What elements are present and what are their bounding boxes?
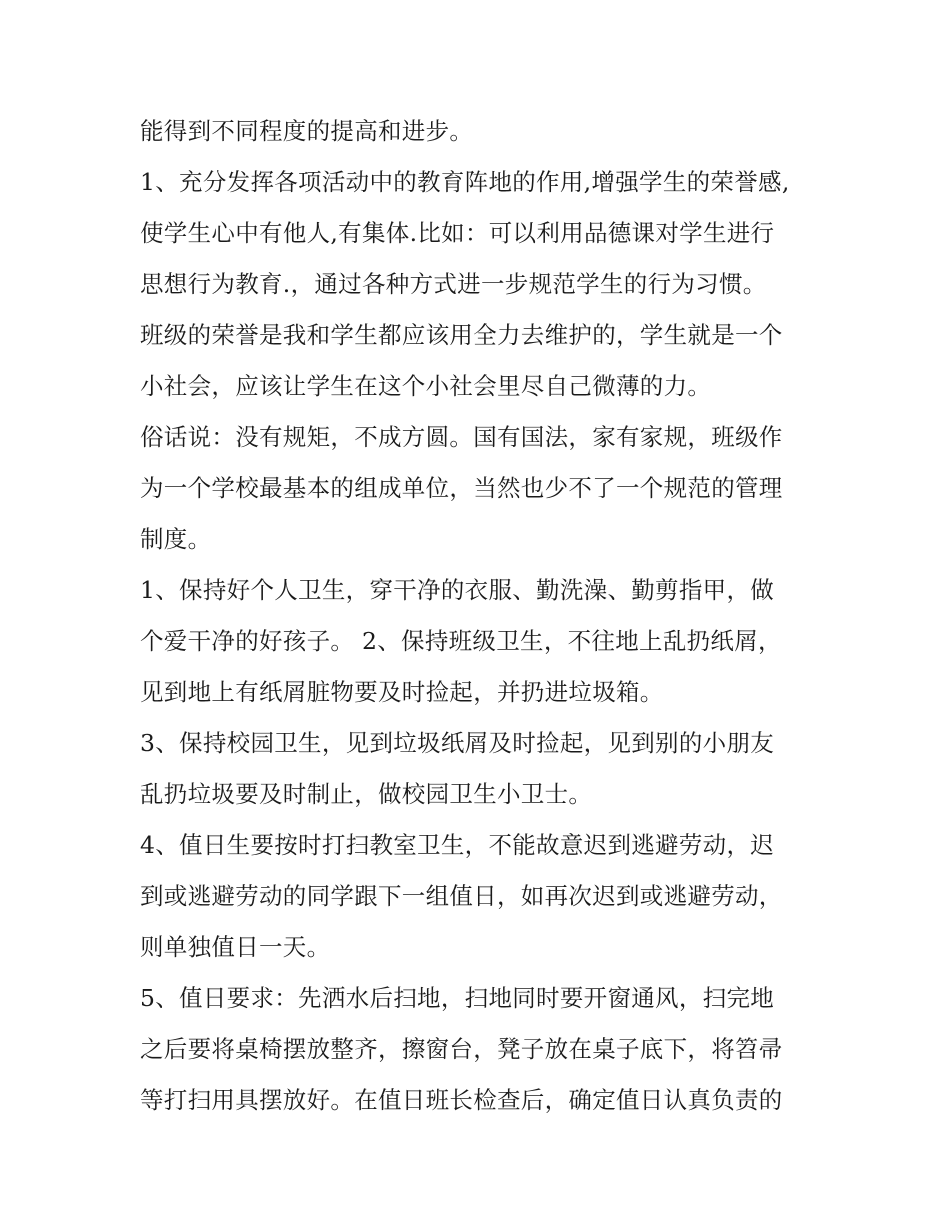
- text-line: 班级的荣誉是我和学生都应该用全力去维护的，学生就是一个: [140, 321, 783, 349]
- text-line: 制度。: [140, 525, 212, 553]
- text-line: 为一个学校最基本的组成单位，当然也少不了一个规范的管理: [140, 474, 783, 502]
- text-line: 能得到不同程度的提高和进步。: [140, 117, 474, 145]
- text-line: 之后要将桌椅摆放整齐，擦窗台，凳子放在桌子底下，将笤帚: [140, 1035, 783, 1063]
- text-line: 俗话说：没有规矩，不成方圆。国有国法，家有家规，班级作: [140, 423, 783, 451]
- text-line: 见到地上有纸屑脏物要及时捡起，并扔进垃圾箱。: [140, 678, 664, 706]
- text-line: 到或逃避劳动的同学跟下一组值日，如再次迟到或逃避劳动，: [140, 882, 783, 910]
- text-line: 小社会，应该让学生在这个小社会里尽自己微薄的力。: [140, 372, 712, 400]
- text-line: 1、充分发挥各项活动中的教育阵地的作用,增强学生的荣誉感,: [140, 168, 790, 196]
- text-line: 等打扫用具摆放好。在值日班长检查后，确定值日认真负责的: [140, 1086, 783, 1114]
- text-line: 思想行为教育.，通过各种方式进一步规范学生的行为习惯。: [140, 270, 767, 298]
- text-line: 4、值日生要按时打扫教室卫生，不能故意迟到逃避劳动，迟: [140, 831, 775, 859]
- text-line: 乱扔垃圾要及时制止，做校园卫生小卫士。: [140, 780, 593, 808]
- text-line: 5、值日要求：先洒水后扫地，扫地同时要开窗通风，扫完地: [140, 984, 775, 1012]
- text-line: 1、保持好个人卫生，穿干净的衣服、勤洗澡、勤剪指甲，做: [140, 576, 775, 604]
- text-line: 使学生心中有他人,有集体.比如：可以利用品德课对学生进行: [140, 219, 775, 247]
- text-line: 3、保持校园卫生，见到垃圾纸屑及时捡起，见到别的小朋友: [140, 729, 775, 757]
- text-line: 个爱干净的好孩子。 2、保持班级卫生，不往地上乱扔纸屑，: [140, 627, 782, 655]
- document-body: [140, 106, 820, 1126]
- text-line: 则单独值日一天。: [140, 933, 331, 961]
